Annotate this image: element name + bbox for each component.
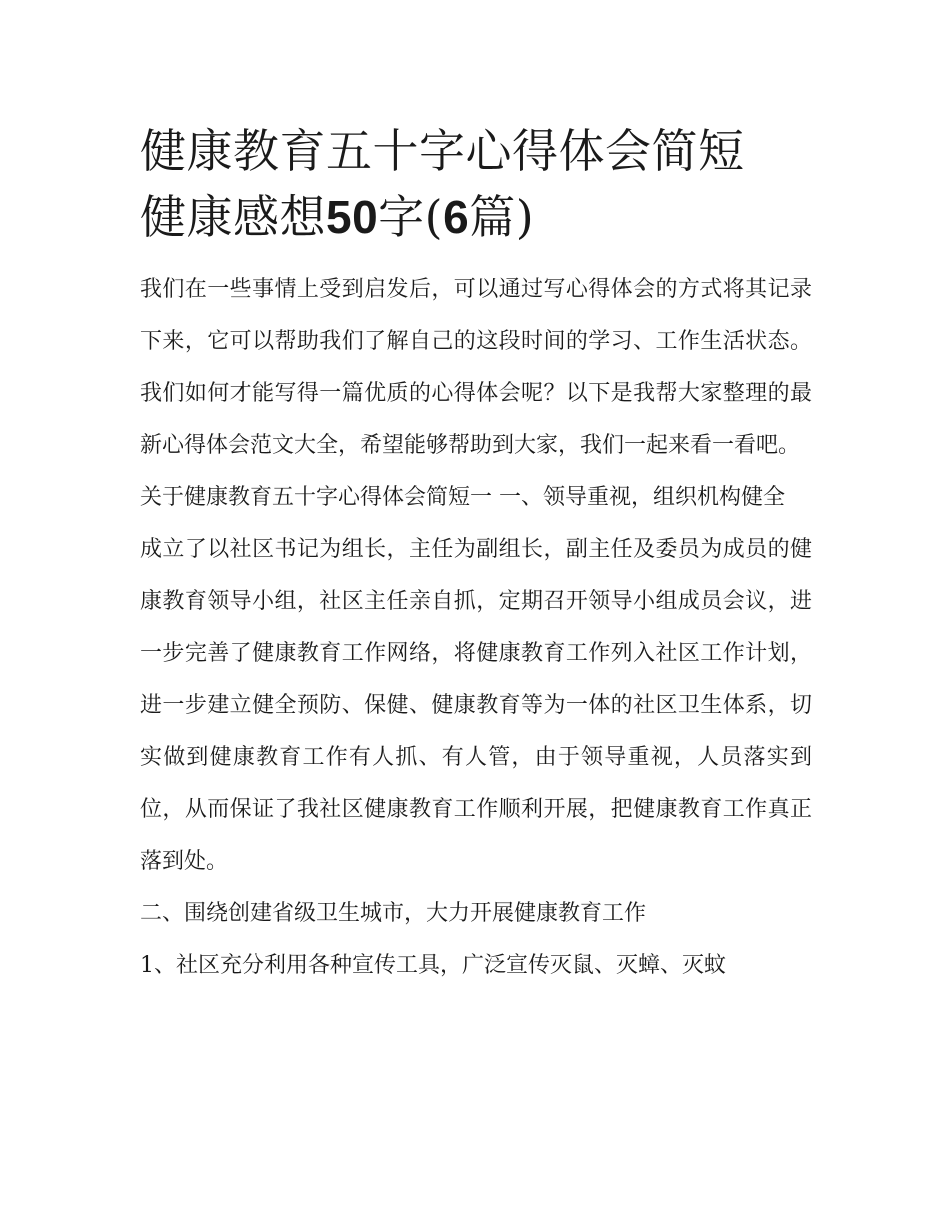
title-line-1: 健康教育五十字心得体会简短 — [140, 124, 745, 178]
title-part: 字( — [378, 190, 444, 244]
title-part: 篇) — [469, 190, 535, 244]
title-part: 健康感想 — [140, 190, 326, 244]
list-item-1: 1、社区充分利用各种宣传工具，广泛宣传灭鼠、灭蟑、灭蚊 — [140, 953, 726, 978]
section-heading-1: 关于健康教育五十字心得体会简短一 一、领导重视，组织机构健全 — [140, 485, 785, 510]
title-count: 6 — [443, 191, 470, 243]
document-body — [140, 264, 812, 992]
document-title — [140, 118, 812, 250]
intro-paragraph: 我们在一些事情上受到启发后，可以通过写心得体会的方式将其记录下来，它可以帮助我们了解自己的这段时间的学习、工作生活状态。我们如何才能写得一篇优质的心得体会呢？以下是我帮大家整理的最新心得体会范文大全，希望能够帮助到大家，我们一起来看一看吧。 — [140, 277, 812, 458]
section-heading-2: 二、围绕创建省级卫生城市，大力开展健康教育工作 — [140, 901, 647, 926]
title-line-2 — [140, 184, 812, 250]
body-paragraph: 成立了以社区书记为组长，主任为副组长，副主任及委员为成员的健康教育领导小组，社区主任亲自抓，定期召开领导小组成员会议，进一步完善了健康教育工作网络，将健康教育工作列入社区工作计划，进一步建立健全预防、保健、健康教育等为一体的社区卫生体系，切实做到健康教育工作有人抓、有人管，由于领导重视，人员落实到位，从而保证了我社区健康教育工作顺利开展，把健康教育工作真正落到处。 — [140, 537, 812, 874]
title-number: 50 — [326, 191, 379, 243]
document-page — [140, 118, 812, 992]
